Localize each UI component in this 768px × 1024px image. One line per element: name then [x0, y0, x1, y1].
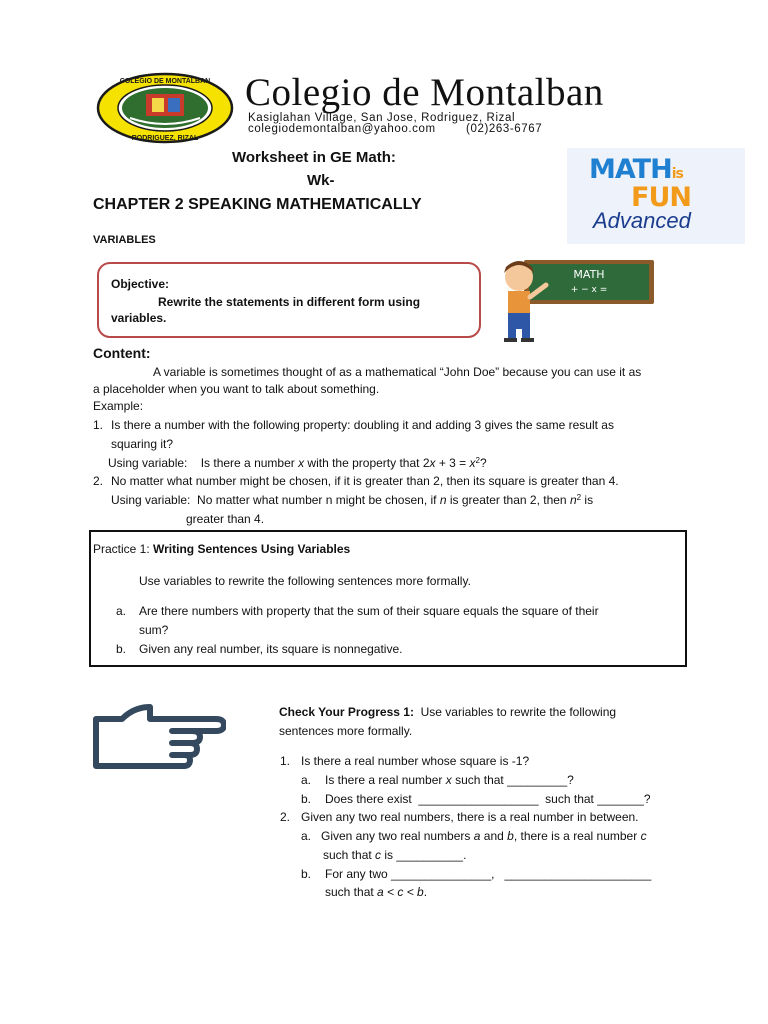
mif-is: is — [671, 166, 683, 182]
ex1-var-prefix: Using variable: Is there a number — [108, 456, 299, 470]
q2a-c: c — [640, 829, 647, 843]
q1a-post: such that _________? — [451, 773, 574, 787]
practice-a-line1: Are there numbers with property that the sum of their square equals the square of their — [139, 604, 599, 618]
ex2-var-end: is — [581, 493, 594, 507]
practice-heading — [93, 542, 350, 557]
example1-number: 1. — [93, 418, 104, 432]
seal-bottom-text: RODRIGUEZ, RIZAL — [131, 135, 199, 142]
ex1-var-mid: with the property that 2 — [304, 456, 430, 470]
q1a-letter: a. — [301, 773, 312, 787]
seal-top-text: COLEGIO DE MONTALBAN — [119, 78, 211, 85]
q2b-text: For any two _______________, ______________________ — [325, 867, 652, 881]
q2a-post: , there is a real number — [513, 829, 641, 843]
ex2-var-mid: is greater than 2, then — [446, 493, 570, 507]
practice-label: Practice 1: — [93, 542, 154, 556]
progress-line1-rest: Use variables to rewrite the following — [413, 705, 617, 719]
section-title: VARIABLES — [93, 234, 156, 246]
example1-line2: squaring it? — [111, 437, 174, 451]
pointing-hand-icon — [92, 703, 226, 775]
q1-number: 1. — [280, 754, 291, 768]
q2b-line2-post: . — [423, 885, 428, 899]
q2a-line2-c: c — [375, 848, 382, 862]
q2-text: Given any two real numbers, there is a real number in between. — [301, 810, 639, 824]
example1-variable-line — [108, 456, 487, 471]
content-heading: Content: — [93, 345, 151, 361]
progress-line2: sentences more formally. — [279, 724, 413, 738]
week-label: Wk- — [307, 172, 335, 189]
practice-b-letter: b. — [116, 642, 127, 656]
q2b-line2-pre: such that — [325, 885, 378, 899]
q2a-text — [321, 829, 647, 844]
q2b-letter: b. — [301, 867, 312, 881]
q2a-line2-post: is __________. — [381, 848, 467, 862]
ex2-var-n: n — [439, 493, 447, 507]
board-formula: + − x = — [570, 285, 608, 295]
ex1-var-x3: x — [469, 456, 476, 470]
practice-title: Writing Sentences Using Variables — [153, 542, 351, 556]
mif-fun: FUN — [631, 182, 691, 213]
progress-label: Check Your Progress 1: — [279, 705, 414, 719]
intro-line1: A variable is sometimes thought of as a mathematical “John Doe” because you can use it as — [153, 365, 642, 379]
school-name: Colegio de Montalban — [245, 71, 604, 114]
board-text: MATH — [573, 268, 605, 281]
ex1-var-x: x — [298, 456, 305, 470]
ex1-var-mid2: + 3 = — [435, 456, 470, 470]
q2a-line2 — [323, 848, 466, 863]
q1-text: Is there a real number whose square is -1? — [301, 754, 530, 768]
objective-text-line1: Rewrite the statements in different form using — [158, 295, 421, 309]
q2a-pre: Given any two real numbers — [321, 829, 474, 843]
q2a-line2-pre: such that — [323, 848, 376, 862]
q2b-line2 — [325, 885, 427, 900]
q2a-b: b — [507, 829, 514, 843]
q2a-letter: a. — [301, 829, 312, 843]
chapter-title: CHAPTER 2 SPEAKING MATHEMATICALLY — [93, 196, 422, 213]
contact-line: colegiodemontalban@yahoo.com (02)263-6767 — [248, 123, 543, 135]
q1b-letter: b. — [301, 792, 312, 806]
ex1-var-end: ? — [479, 456, 487, 470]
q2-number: 2. — [280, 810, 291, 824]
q1a-pre: Is there a real number — [325, 773, 446, 787]
example2-number: 2. — [93, 474, 104, 488]
ex2-var-prefix: Using variable: No matter what number n might be chosen, if — [111, 493, 440, 507]
ex2-var-sup: 2 — [576, 493, 582, 502]
math-is-fun-logo — [567, 148, 745, 244]
q1a-text — [325, 773, 574, 788]
q1a-x: x — [445, 773, 452, 787]
practice-a-line2: sum? — [139, 623, 169, 637]
mif-advanced: Advanced — [593, 208, 691, 233]
practice-b-line1: Given any real number, its square is nonnegative. — [139, 642, 403, 656]
school-seal-logo — [96, 72, 234, 144]
example2-variable-line — [111, 493, 593, 508]
school-address — [248, 113, 542, 135]
example2-line3: greater than 4. — [186, 512, 265, 526]
q2a-and: and — [480, 829, 508, 843]
q2a-a: a — [473, 829, 481, 843]
mif-math: MATH — [589, 154, 672, 185]
objective-text-line2: variables. — [111, 311, 167, 325]
teacher-chalkboard-illustration — [484, 255, 664, 343]
q1b-text: Does there exist __________________ such that _______? — [325, 792, 651, 806]
example2-line1: No matter what number might be chosen, if it is greater than 2, then its square is greater than 4. — [111, 474, 619, 488]
example-label: Example: — [93, 399, 144, 413]
progress-heading — [279, 705, 616, 720]
worksheet-title: Worksheet in GE Math: — [232, 149, 396, 166]
practice-instruction: Use variables to rewrite the following sentences more formally. — [139, 574, 471, 588]
intro-line2: a placeholder when you want to talk about something. — [93, 382, 380, 396]
ex1-var-x2: x — [429, 456, 436, 470]
objective-label: Objective: — [111, 277, 170, 291]
practice-a-letter: a. — [116, 604, 127, 618]
address-line: Kasiglahan Village, San Jose, Rodriguez, Rizal — [248, 112, 516, 124]
ex1-var-sup: 2 — [475, 456, 480, 465]
q2b-line2-math: a < c < b — [377, 885, 424, 899]
ex2-var-n2: n — [569, 493, 577, 507]
example1-line1: Is there a number with the following property: doubling it and adding 3 gives the same result as — [111, 418, 614, 432]
